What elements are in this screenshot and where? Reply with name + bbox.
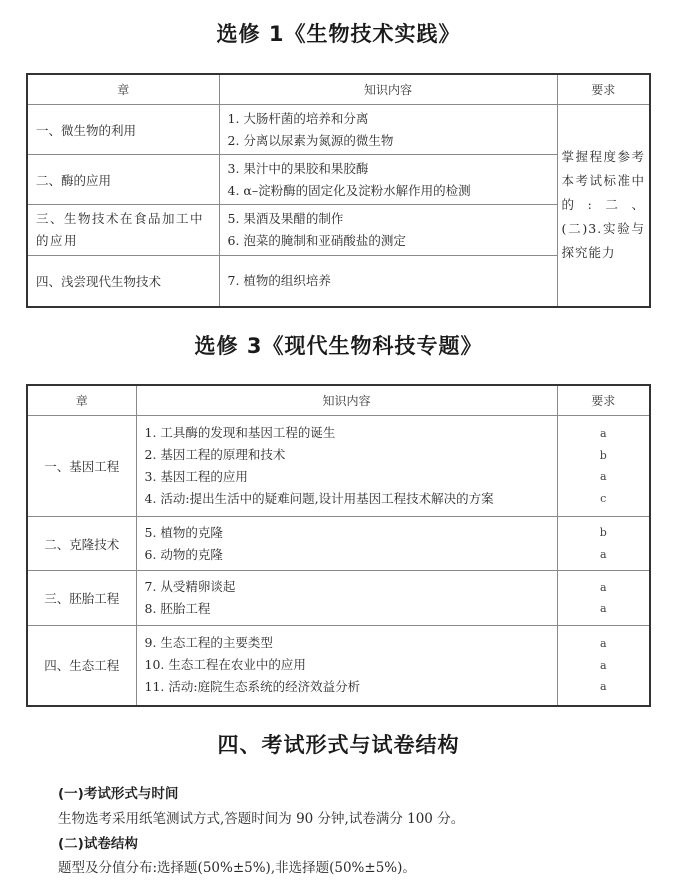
content-item: 1. 工具酶的发现和基因工程的诞生 — [144, 425, 336, 440]
requirement-level: a — [599, 602, 607, 615]
content-cell — [136, 517, 557, 571]
table-row — [27, 105, 650, 155]
table-row — [27, 256, 650, 307]
content-item: 5. 果酒及果醋的制作 — [227, 211, 344, 226]
content-item: 2. 分离以尿素为氮源的微生物 — [227, 132, 394, 148]
content-item: 1. 大肠杆菌的培养和分离 — [227, 110, 369, 126]
content-cell — [136, 571, 557, 626]
chapter-cell: 四、浅尝现代生物技术 — [27, 256, 219, 307]
header-content: 知识内容 — [136, 385, 557, 416]
table-row — [27, 517, 650, 571]
content-cell — [136, 626, 557, 706]
content-item: 7. 从受精卵谈起 — [144, 579, 236, 594]
chapter-cell: 一、微生物的利用 — [27, 105, 219, 155]
content-item: 4. 活动:提出生活中的疑难问题,设计用基因工程技术解决的方案 — [144, 491, 494, 506]
exam-format-text: 生物选考采用纸笔测试方式,答题时间为 90 分钟,试卷满分 100 分。 — [58, 811, 465, 827]
table-row — [27, 571, 650, 626]
elective3-table — [26, 384, 651, 707]
section4-title: 四、考试形式与试卷结构 — [217, 732, 460, 757]
table2-title: 选修 3《现代生物科技专题》 — [194, 334, 483, 358]
requirement-level: a — [599, 470, 607, 483]
exam-format-heading: (一)考试形式与时间 — [58, 786, 179, 802]
content-item: 3. 基因工程的应用 — [144, 469, 248, 484]
requirement-level: a — [599, 427, 607, 440]
requirement-cell — [557, 517, 650, 571]
requirement-level: a — [599, 680, 607, 693]
requirement-cell — [557, 416, 650, 517]
requirement-level: a — [599, 658, 607, 672]
content-item: 5. 植物的克隆 — [144, 524, 223, 540]
content-cell — [219, 105, 557, 155]
content-item: 4. α–淀粉酶的固定化及淀粉水解作用的检测 — [227, 182, 471, 198]
chapter-cell: 三、生物技术在食品加工中的应用 — [27, 205, 219, 256]
content-cell — [219, 205, 557, 256]
requirement-merged-cell: 掌握程度参考本考试标准中的:二、(二)3.实验与探究能力 — [557, 105, 650, 307]
header-content: 知识内容 — [219, 74, 557, 105]
content-cell — [219, 256, 557, 307]
requirement-cell — [557, 626, 650, 706]
header-requirement: 要求 — [557, 385, 650, 416]
requirement-level: a — [599, 547, 607, 561]
chapter-cell: 三、胚胎工程 — [27, 571, 136, 626]
elective1-table — [26, 73, 651, 308]
content-item: 3. 果汁中的果胶和果胶酶 — [227, 160, 369, 176]
table-row — [27, 205, 650, 256]
content-item: 9. 生态工程的主要类型 — [144, 635, 273, 651]
requirement-level: b — [599, 526, 607, 539]
table-header-row — [27, 385, 650, 416]
content-cell — [136, 416, 557, 517]
chapter-cell: 一、基因工程 — [27, 416, 136, 517]
content-item: 7. 植物的组织培养 — [227, 272, 331, 288]
table-header-row — [27, 74, 650, 105]
requirement-level: a — [599, 637, 607, 650]
table-row — [27, 416, 650, 517]
paper-structure-text: 题型及分值分布:选择题(50%±5%),非选择题(50%±5%)。 — [58, 860, 416, 876]
content-item: 8. 胚胎工程 — [144, 601, 211, 616]
header-chapter: 章 — [27, 74, 219, 105]
chapter-cell: 二、克隆技术 — [27, 517, 136, 571]
content-item: 6. 动物的克隆 — [144, 546, 223, 562]
header-requirement: 要求 — [557, 74, 650, 105]
table-row — [27, 155, 650, 205]
content-item: 6. 泡菜的腌制和亚硝酸盐的测定 — [227, 233, 406, 248]
chapter-cell: 四、生态工程 — [27, 626, 136, 706]
requirement-level: a — [599, 580, 607, 594]
requirement-level: b — [599, 448, 607, 462]
table-row — [27, 626, 650, 706]
chapter-cell: 二、酶的应用 — [27, 155, 219, 205]
content-cell — [219, 155, 557, 205]
header-chapter: 章 — [27, 385, 136, 416]
paper-structure-heading: (二)试卷结构 — [58, 836, 138, 852]
requirement-cell — [557, 571, 650, 626]
requirement-level: c — [600, 491, 607, 505]
content-item: 2. 基因工程的原理和技术 — [144, 447, 286, 462]
content-item: 11. 活动:庭院生态系统的经济效益分析 — [144, 679, 361, 695]
content-item: 10. 生态工程在农业中的应用 — [144, 657, 306, 673]
table1-title: 选修 1《生物技术实践》 — [216, 22, 461, 46]
